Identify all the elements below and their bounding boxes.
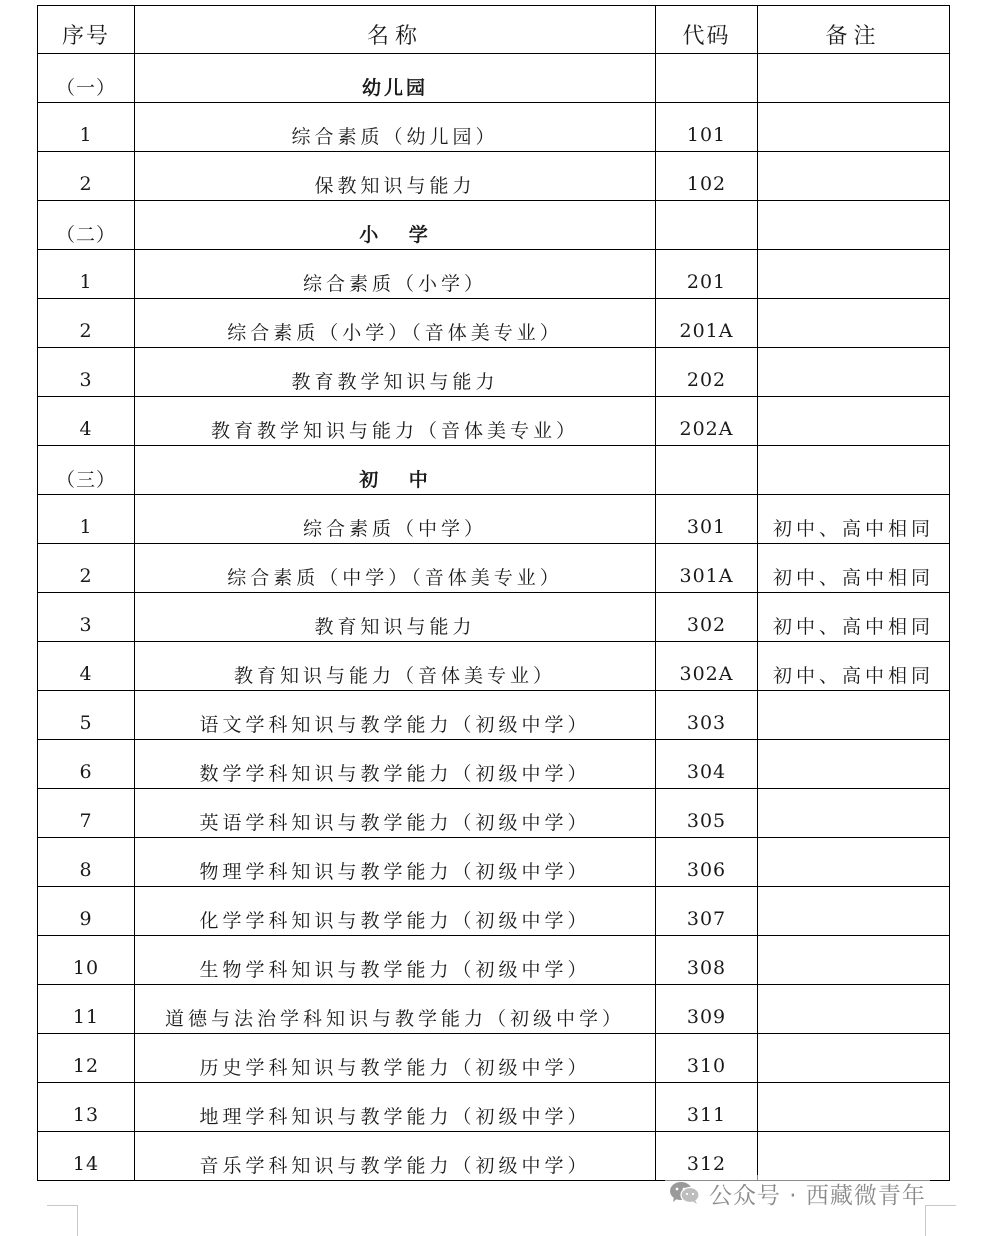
subject-code: 202 [656,348,758,397]
remark [758,740,950,789]
table-row [38,1083,950,1132]
subject-code: 302A [656,642,758,691]
exam-subject-table [37,5,950,1181]
table-row [38,740,950,789]
remark [758,691,950,740]
subject-code: 307 [656,887,758,936]
header-number: 序号 [38,6,135,54]
remark: 初中、高中相同 [758,495,950,544]
remark: 初中、高中相同 [758,642,950,691]
section-row [38,54,950,103]
remark [758,250,950,299]
section-row [38,201,950,250]
subject-code: 301A [656,544,758,593]
subject-code: 102 [656,152,758,201]
remark [758,103,950,152]
table-row [38,789,950,838]
row-number: 11 [38,985,135,1034]
table-row [38,691,950,740]
subject-code: 304 [656,740,758,789]
remark [758,348,950,397]
document-page [37,5,949,1198]
row-number: 3 [38,348,135,397]
row-number: 9 [38,887,135,936]
table-row [38,544,950,593]
row-number: 8 [38,838,135,887]
wechat-icon [669,1180,701,1206]
subject-name: 综合素质（小学） [135,250,656,299]
row-number: 5 [38,691,135,740]
table-header-row [38,6,950,54]
row-number: 1 [38,495,135,544]
subject-name: 历史学科知识与教学能力（初级中学） [135,1034,656,1083]
table-row [38,887,950,936]
row-number: 6 [38,740,135,789]
subject-code: 311 [656,1083,758,1132]
row-number: 2 [38,544,135,593]
subject-code: 201 [656,250,758,299]
subject-name: 音乐学科知识与教学能力（初级中学） [135,1132,656,1181]
subject-code: 202A [656,397,758,446]
subject-name: 教育知识与能力（音体美专业） [135,642,656,691]
table-row [38,103,950,152]
table-row [38,348,950,397]
subject-name: 道德与法治学科知识与教学能力（初级中学） [135,985,656,1034]
remark [758,1034,950,1083]
row-number: 1 [38,103,135,152]
subject-name: 教育教学知识与能力 [135,348,656,397]
subject-name: 生物学科知识与教学能力（初级中学） [135,936,656,985]
remark [758,446,950,495]
remark [758,299,950,348]
wechat-watermark [665,1175,930,1211]
table-row [38,495,950,544]
subject-name: 综合素质（小学）（音体美专业） [135,299,656,348]
page-corner-mark-left [47,1205,78,1236]
remark [758,201,950,250]
table-row [38,985,950,1034]
page-corner-mark-right [925,1205,956,1236]
remark [758,1132,950,1181]
row-number: 3 [38,593,135,642]
section-title: 初 中 [135,446,656,495]
row-number: 12 [38,1034,135,1083]
row-number: 1 [38,250,135,299]
subject-code [656,446,758,495]
remark [758,838,950,887]
table-row [38,152,950,201]
row-number: 10 [38,936,135,985]
remark [758,1083,950,1132]
remark: 初中、高中相同 [758,544,950,593]
row-number: 2 [38,152,135,201]
subject-name: 化学学科知识与教学能力（初级中学） [135,887,656,936]
table-row [38,838,950,887]
row-number: 4 [38,642,135,691]
table-row [38,1034,950,1083]
header-code: 代码 [656,6,758,54]
row-number: 2 [38,299,135,348]
subject-code: 301 [656,495,758,544]
row-number: （二） [38,201,135,250]
subject-code [656,54,758,103]
remark [758,397,950,446]
table-row [38,299,950,348]
subject-name: 英语学科知识与教学能力（初级中学） [135,789,656,838]
header-remark: 备注 [758,6,950,54]
subject-code: 312 [656,1132,758,1181]
subject-code: 305 [656,789,758,838]
row-number: 7 [38,789,135,838]
subject-name: 综合素质（幼儿园） [135,103,656,152]
remark [758,152,950,201]
remark [758,887,950,936]
subject-name: 综合素质（中学） [135,495,656,544]
subject-code: 302 [656,593,758,642]
section-title: 幼儿园 [135,54,656,103]
subject-code: 303 [656,691,758,740]
table-row [38,593,950,642]
section-title: 小 学 [135,201,656,250]
subject-code: 101 [656,103,758,152]
table-body [38,54,950,1181]
table-row [38,397,950,446]
remark [758,789,950,838]
header-name: 名称 [135,6,656,54]
row-number: 14 [38,1132,135,1181]
remark: 初中、高中相同 [758,593,950,642]
subject-code: 309 [656,985,758,1034]
row-number: 4 [38,397,135,446]
subject-name: 保教知识与能力 [135,152,656,201]
subject-code: 308 [656,936,758,985]
subject-name: 综合素质（中学）（音体美专业） [135,544,656,593]
subject-code: 310 [656,1034,758,1083]
subject-name: 教育知识与能力 [135,593,656,642]
subject-name: 地理学科知识与教学能力（初级中学） [135,1083,656,1132]
row-number: （一） [38,54,135,103]
subject-code: 201A [656,299,758,348]
row-number: 13 [38,1083,135,1132]
table-row [38,936,950,985]
remark [758,936,950,985]
row-number: （三） [38,446,135,495]
remark [758,985,950,1034]
subject-code [656,201,758,250]
subject-name: 语文学科知识与教学能力（初级中学） [135,691,656,740]
subject-name: 物理学科知识与教学能力（初级中学） [135,838,656,887]
subject-name: 数学学科知识与教学能力（初级中学） [135,740,656,789]
subject-code: 306 [656,838,758,887]
table-row [38,250,950,299]
table-row [38,1132,950,1181]
watermark-text: 公众号 · 西藏微青年 [709,1182,926,1209]
remark [758,54,950,103]
table-row [38,642,950,691]
section-row [38,446,950,495]
subject-name: 教育教学知识与能力（音体美专业） [135,397,656,446]
